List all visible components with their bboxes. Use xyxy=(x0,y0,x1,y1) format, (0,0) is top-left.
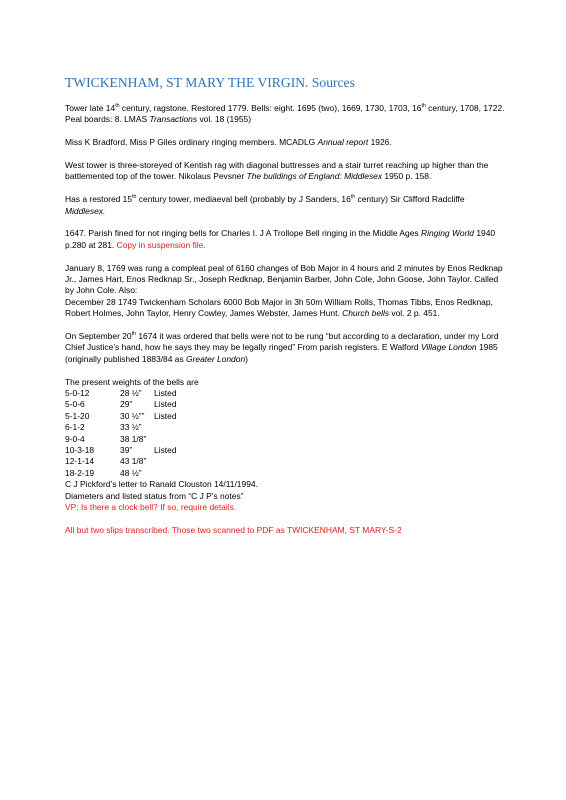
table-row: 6-1-2 33 ½” xyxy=(65,422,142,433)
bell-weights-table xyxy=(65,388,234,479)
table-row: 18-2-19 48 ½” xyxy=(65,467,142,478)
table-row: 10-3-18 39” Listed xyxy=(65,445,177,456)
table-row: 5-1-20 30 ½”” Listed xyxy=(65,410,177,421)
table-row: 5-0-6 29” Listed xyxy=(65,399,177,410)
transcription-status-note: All but two slips transcribed. Those two scanned to PDF as TWICKENHAM, ST MARY-S-2 xyxy=(65,524,402,535)
suspension-file-note: Copy in suspension file. xyxy=(116,239,206,250)
source-paragraph-members: Miss K Bradford, Miss P Giles ordinary ringing members. MCADLG Annual report 1926. xyxy=(65,137,392,148)
bell-weights-section xyxy=(65,377,505,514)
clock-bell-query: VP: Is there a clock bell? If so, require details. xyxy=(65,502,237,513)
pickford-letter-note: C J Pickford’s letter to Ranald Clouston 14/11/1994. xyxy=(65,479,258,490)
table-row: 12-1-14 43 1/8” xyxy=(65,456,147,467)
page-title: TWICKENHAM, ST MARY THE VIRGIN. Sources xyxy=(65,75,355,90)
source-paragraph-tower: Tower late 14th century, ragstone. Restored 1779. Bells: eight. 1695 (two), 1669, 1730, 1703, 16th century, 1708, 1722. Peal boards: 8. LMAS Transactions vol. 18 (1955) xyxy=(65,103,505,125)
source-paragraph-radcliffe: Has a restored 15th century tower, mediaeval bell (probably by J Sanders, 16th century) Sir Clifford Radcliffe Middlesex. xyxy=(65,194,465,216)
source-paragraph-peals: January 8, 1769 was rung a compleat peal of 6160 changes of Bob Major in 4 hours and 2 minutes by Enos Redknap Jr., James Hart, Enos Redknap Sr., Joseph Redknap, Benjamin Barber, John Cole, John Goose, John Taylor. Called by John Cole. Also: December 28 1749 Twickenham Scholars 6000 Bob Major in 3h 50m William Rolls, Thomas Tibbs, Enos Redknap, Robert Holmes, John Taylor, Henry Cowley, James Webster, James Hunt. Church bells vol. 2 p. 451. xyxy=(65,262,503,319)
table-row: 5-0-12 28 ½” Listed xyxy=(65,388,177,399)
source-paragraph-walford: On September 20th 1674 it was ordered that bells were not to be rung “but according to a declaration, under my Lord Chief Justice’s hand, how he says they may be legally ringed” From parish registers. E Walford Village London 1985 (originally published 1883/84 as Greater London) xyxy=(65,331,499,364)
source-paragraph-trollope: 1647. Parish fined for not ringing bells for Charles I. J A Trollope Bell ringing in the Middle Ages Ringing World 1940 p.280 at 281. Copy in suspension file. xyxy=(65,228,496,250)
source-paragraph-pevsner: West tower is three-storeyed of Kentish rag with diagonal buttresses and a stair turret reaching up higher than the battlemented top of the tower. Nikolaus Pevsner The buildings of England: Middlesex 1950 p. 158. xyxy=(65,160,489,182)
diameters-note: Diameters and listed status from “C J P’s notes” xyxy=(65,490,244,501)
document-content xyxy=(65,75,505,536)
table-row: 9-0-4 38 1/8” xyxy=(65,433,147,444)
bell-weights-heading: The present weights of the bells are xyxy=(65,376,199,387)
